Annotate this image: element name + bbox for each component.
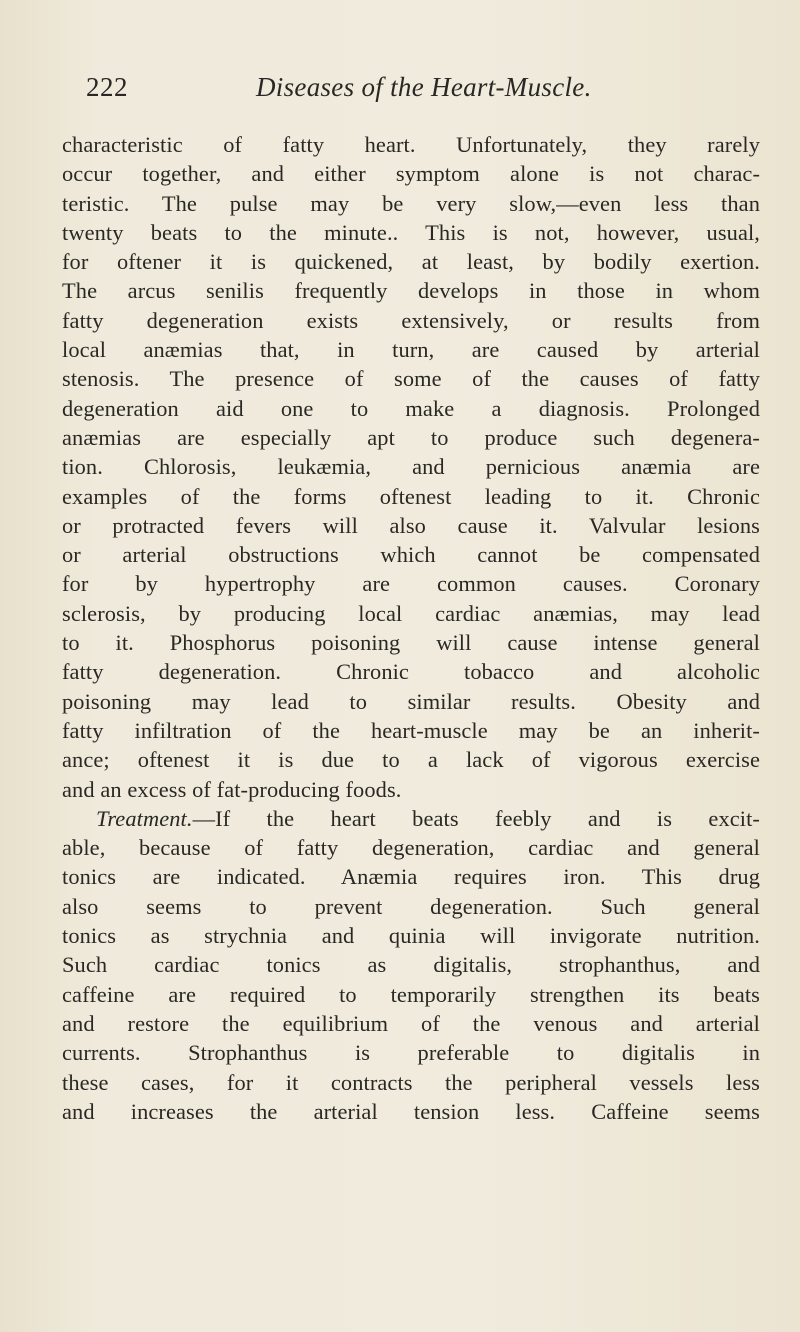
text-line: sclerosis, by producing local cardiac anæmias, may lead xyxy=(62,600,760,626)
body-text xyxy=(62,130,760,1126)
text-line: caffeine are required to temporarily strengthen its beats xyxy=(62,981,760,1007)
text-line: fatty infiltration of the heart-muscle may be an inherit- xyxy=(62,717,760,743)
text-line: and an excess of fat-producing foods. xyxy=(62,776,402,802)
text-line: able, because of fatty degeneration, cardiac and general xyxy=(62,835,760,861)
text-line: anæmias are especially apt to produce such degenera- xyxy=(62,424,760,450)
text-line: to it. Phosphorus poisoning will cause intense general xyxy=(62,630,760,656)
text-line: ance; oftenest it is due to a lack of vigorous exercise xyxy=(62,747,760,773)
paragraph-symptoms xyxy=(62,130,760,804)
text-line: or protracted fevers will also cause it. Valvular lesions xyxy=(62,512,760,538)
text-line: stenosis. The presence of some of the causes of fatty xyxy=(62,366,760,392)
text-line: currents. Strophanthus is preferable to digitalis in xyxy=(62,1040,760,1066)
text-line: for by hypertrophy are common causes. Coronary xyxy=(62,571,760,597)
text-line: degeneration aid one to make a diagnosis. Prolonged xyxy=(62,395,760,421)
text-fragment: —If the heart beats feebly and is excit- xyxy=(192,805,760,831)
treatment-first-line xyxy=(62,804,760,833)
text-line: fatty degeneration. Chronic tobacco and alcoholic xyxy=(62,659,760,685)
text-line: and increases the arterial tension less. Caffeine seems xyxy=(62,1098,760,1124)
text-line: occur together, and either symptom alone is not charac- xyxy=(62,161,760,187)
text-line: tonics are indicated. Anæmia requires iron. This drug xyxy=(62,864,760,890)
text-line: teristic. The pulse may be very slow,—even less than xyxy=(62,190,760,216)
text-line: these cases, for it contracts the peripheral vessels less xyxy=(62,1069,760,1095)
text-line: and restore the equilibrium of the venous and arterial xyxy=(62,1010,760,1036)
text-line: also seems to prevent degeneration. Such general xyxy=(62,893,760,919)
paragraph-treatment xyxy=(62,804,760,1126)
text-line: fatty degeneration exists extensively, or results from xyxy=(62,307,760,333)
text-line: for oftener it is quickened, at least, by bodily exertion. xyxy=(62,249,760,275)
text-line: local anæmias that, in turn, are caused by arterial xyxy=(62,337,760,363)
text-line: tonics as strychnia and quinia will invigorate nutrition. xyxy=(62,923,760,949)
text-line: twenty beats to the minute.. This is not, however, usual, xyxy=(62,219,760,245)
text-line: poisoning may lead to similar results. Obesity and xyxy=(62,688,760,714)
text-line: tion. Chlorosis, leukæmia, and pernicious anæmia are xyxy=(62,454,760,480)
text-line: Such cardiac tonics as digitalis, strophanthus, and xyxy=(62,952,760,978)
text-line: characteristic of fatty heart. Unfortunately, they rarely xyxy=(62,132,760,157)
text-line: The arcus senilis frequently develops in those in whom xyxy=(62,278,760,304)
page-header xyxy=(86,72,746,112)
section-heading-treatment: Treatment. xyxy=(96,805,193,831)
text-line: examples of the forms oftenest leading to it. Chronic xyxy=(62,483,760,509)
text-line: or arterial obstructions which cannot be compensated xyxy=(62,542,760,568)
page-number: 222 xyxy=(86,72,128,102)
running-title: Diseases of the Heart-Muscle. xyxy=(256,72,592,102)
